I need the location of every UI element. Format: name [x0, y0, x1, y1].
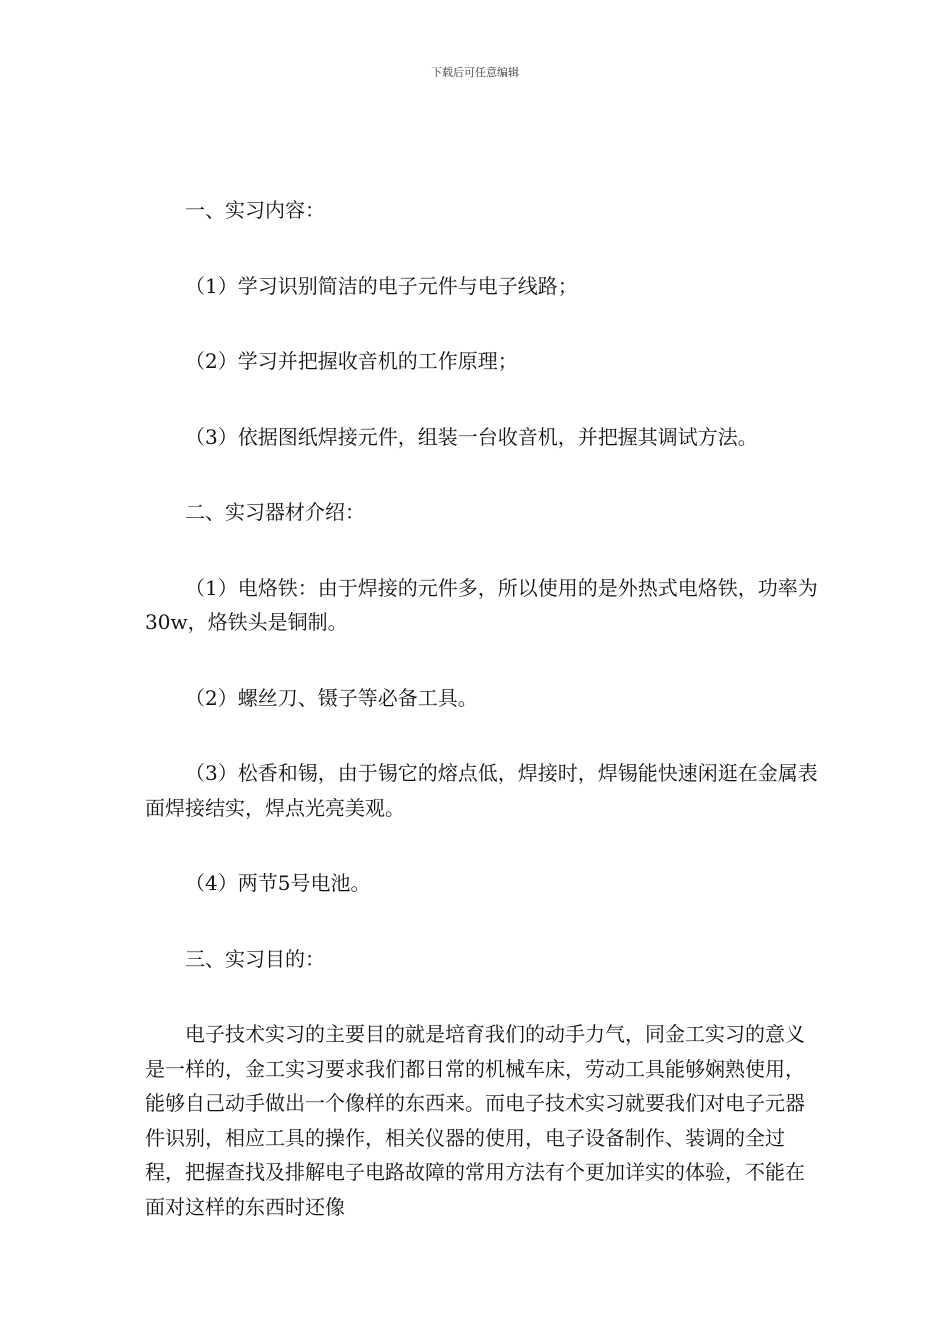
- list-item-1-1: （1）学习识别简洁的电子元件与电子线路；: [185, 273, 578, 298]
- document-body: [145, 193, 820, 1224]
- section-heading-3: 三、实习目的：: [185, 946, 325, 971]
- list-item-2-2: （2）螺丝刀、镊子等必备工具。: [185, 685, 478, 710]
- list-item-2-1: （1）电烙铁：由于焊接的元件多，所以使用的是外热式电烙铁，功率为30w，烙铁头是铜制。: [145, 575, 818, 634]
- body-paragraph: 电子技术实习的主要目的就是培育我们的动手力气，同金工实习的意义是一样的，金工实习要求我们都日常的机械车床，劳动工具能够娴熟使用，能够自己动手做出一个像样的东西来。而电子技术实习就要我们对电子元器件识别，相应工具的操作，相关仪器的使用，电子设备制作、装调的全过程，把握查找及排解电子电路故障的常用方法有个更加详实的体验，不能在面对这样的东西时还像: [145, 1022, 805, 1219]
- list-item-2-4: （4）两节5号电池。: [185, 871, 371, 895]
- list-item-1-2: （2）学习并把握收音机的工作原理；: [185, 349, 518, 373]
- section-heading-1: 一、实习内容：: [185, 198, 325, 222]
- section-heading-2: 二、实习器材介绍：: [185, 500, 365, 524]
- list-item-1-3: （3）依据图纸焊接元件，组装一台收音机，并把握其调试方法。: [185, 424, 758, 449]
- page-header: 下载后可任意编辑: [431, 66, 519, 79]
- list-item-2-3: （3）松香和锡，由于锡它的熔点低，焊接时，焊锡能快速闲逛在金属表面焊接结实，焊点光亮美观。: [145, 761, 818, 820]
